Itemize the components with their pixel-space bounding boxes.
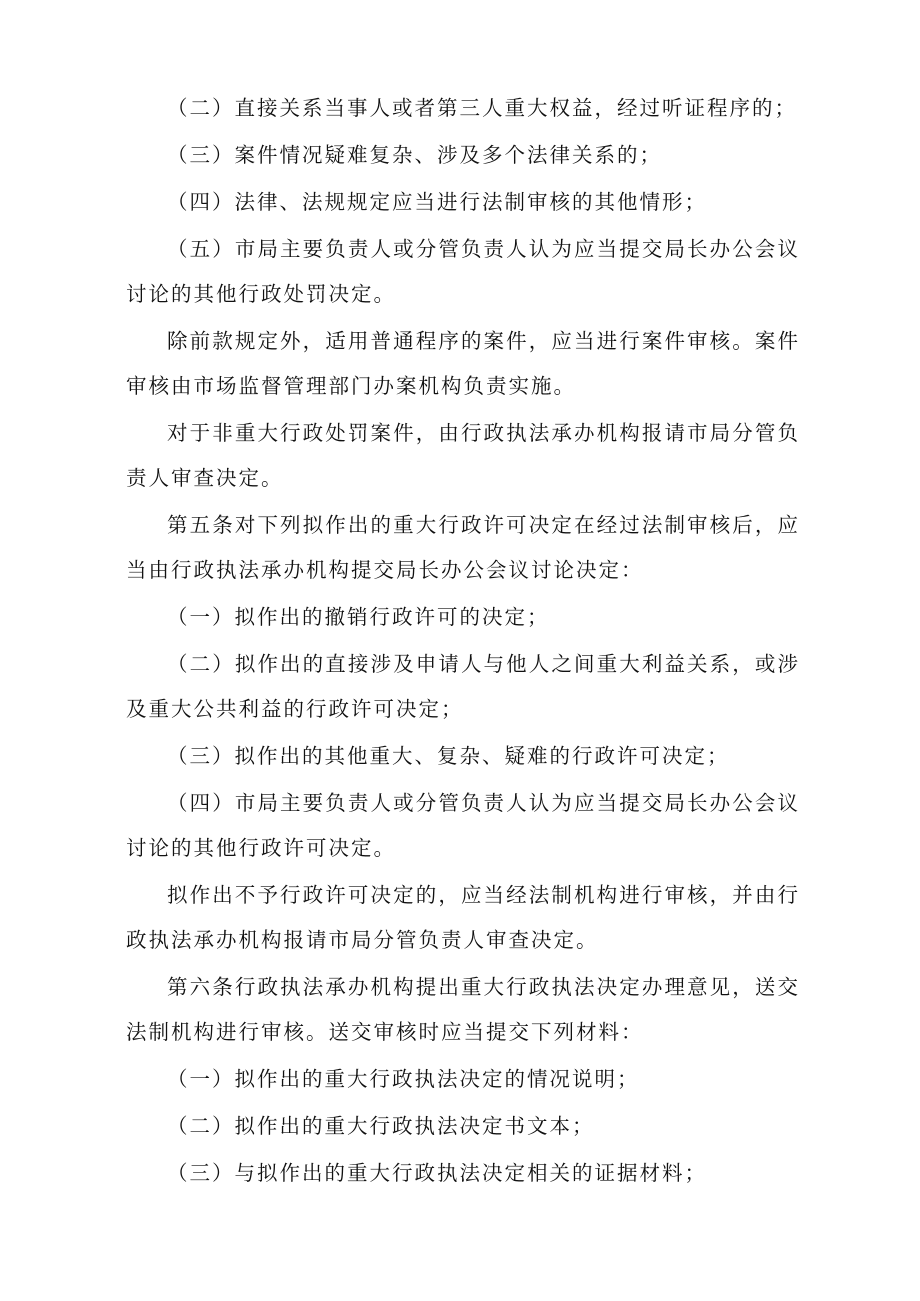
paragraph: （三）与拟作出的重大行政执法决定相关的证据材料； [167,1161,707,1185]
paragraph: （五）市局主要负责人或分管负责人认为应当提交局长办公会议讨论的其他行政处罚决定。 [126,237,800,306]
paragraph: （二）拟作出的直接涉及申请人与他人之间重大利益关系，或涉及重大公共利益的行政许可决定； [126,652,800,721]
paragraph: （三）案件情况疑难复杂、涉及多个法律关系的； [167,143,662,167]
paragraph: 除前款规定外，适用普通程序的案件，应当进行案件审核。案件审核由市场监督管理部门办案机构负责实施。 [126,329,800,398]
paragraph: （二）拟作出的重大行政执法决定书文本； [167,1114,595,1138]
paragraph: （三）拟作出的其他重大、复杂、疑难的行政许可决定； [167,744,730,768]
article-five-paragraph: 第五条对下列拟作出的重大行政许可决定在经过法制审核后，应当由行政执法承办机构提交局长办公会议讨论决定： [126,513,800,582]
paragraph: （一）拟作出的撤销行政许可的决定； [167,605,550,629]
article-six-paragraph: 第六条行政执法承办机构提出重大行政执法决定办理意见，送交法制机构进行审核。送交审核时应当提交下列材料： [126,975,800,1044]
paragraph: 对于非重大行政处罚案件，由行政执法承办机构报请市局分管负责人审查决定。 [126,421,800,490]
paragraph: （一）拟作出的重大行政执法决定的情况说明； [167,1067,640,1091]
paragraph: （二）直接关系当事人或者第三人重大权益，经过听证程序的； [167,96,797,120]
paragraph: （四）市局主要负责人或分管负责人认为应当提交局长办公会议讨论的其他行政许可决定。 [126,791,800,860]
document-body [126,86,800,1198]
paragraph: （四）法律、法规规定应当进行法制审核的其他情形； [167,190,707,214]
paragraph: 拟作出不予行政许可决定的，应当经法制机构进行审核，并由行政执法承办机构报请市局分管负责人审查决定。 [126,883,800,952]
